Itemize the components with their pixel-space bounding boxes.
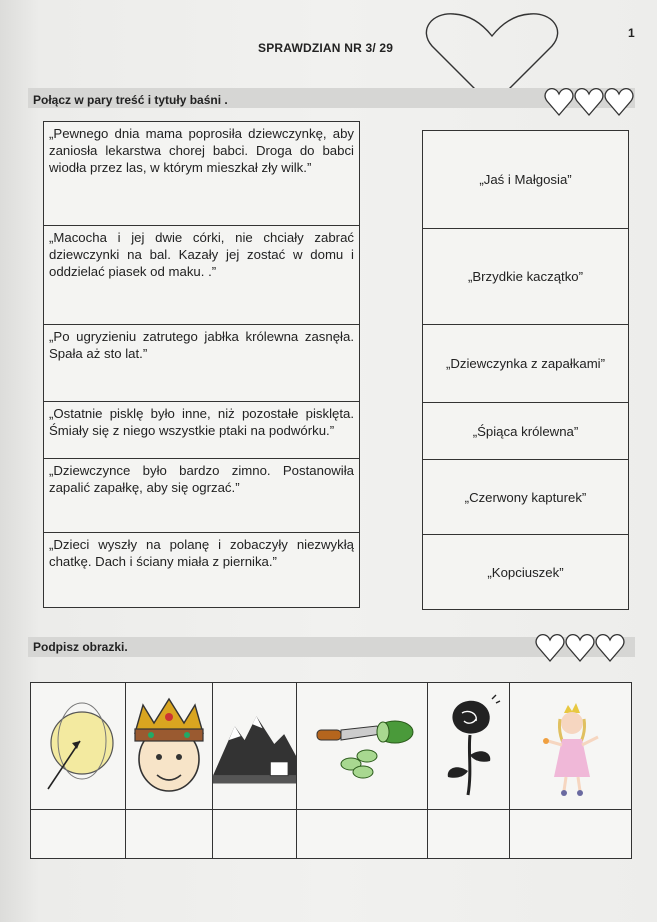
excerpt-cell: „Pewnego dnia mama poprosiła dziewczynkę, aby zaniosła lekarstwa chorej babci. Droga do babci wiodła przez las, w którym mieszkał zły wilk.” (44, 122, 359, 226)
king-icon (129, 689, 209, 804)
excerpt-cell: „Macocha i jej dwie córki, nie chciały zabrać dziewczynki na bal. Kazały jej zostać w domu i oddzielać piasek od maku. .” (44, 226, 359, 325)
page-number: 1 (628, 26, 635, 40)
title-cell: „Kopciuszek” (487, 564, 564, 580)
knife-cucumber-icon (307, 696, 417, 796)
heart-icon (544, 86, 574, 118)
score-hearts (535, 632, 625, 664)
title-cell: „Czerwony kapturek” (423, 460, 628, 535)
excerpt-cell: „Dziewczynce było bardzo zimno. Postanowiła zapalić zapałkę, aby się ogrzać.” (44, 459, 359, 533)
excerpt-cell: „Po ugryzieniu zatrutego jabłka królewna zasnęła. Spała aż sto lat.” (44, 325, 359, 402)
excerpt-cell: „Dzieci wyszły na polanę i zobaczyły niezwykłą chatkę. Dach i ściany miała z piernika.” (49, 537, 354, 569)
heart-icon (535, 632, 565, 664)
excerpts-column (43, 121, 360, 608)
answer-field[interactable] (297, 810, 428, 858)
heart-icon (574, 86, 604, 118)
heart-icon (565, 632, 595, 664)
page-title: SPRAWDZIAN NR 3/ 29 (258, 41, 394, 55)
heart-icon (604, 86, 634, 118)
instruction-label-pictures: Podpisz obrazki. (33, 640, 128, 654)
rose-icon (434, 691, 504, 801)
title-cell: „Dziewczynka z zapałkami” (423, 325, 628, 403)
titles-column (422, 130, 629, 610)
picture-cell (213, 683, 297, 809)
princess-icon (526, 691, 616, 801)
answer-field[interactable] (428, 810, 510, 858)
pictures-table (30, 682, 632, 859)
picture-cell (428, 683, 510, 809)
title-cell: „Śpiąca królewna” (423, 403, 628, 460)
answer-field[interactable] (510, 810, 631, 858)
sun-icon (38, 691, 118, 801)
picture-cell (31, 683, 126, 809)
picture-cell (510, 683, 631, 809)
picture-cell (297, 683, 428, 809)
answer-field[interactable] (126, 810, 213, 858)
excerpt-cell: „Ostatnie pisklę było inne, niż pozostałe pisklęta. Śmiały się z niego wszystkie ptaki na podwórku.” (44, 402, 359, 459)
mountain-icon (213, 696, 296, 796)
score-hearts (544, 86, 634, 118)
picture-cell (126, 683, 213, 809)
heart-icon (595, 632, 625, 664)
title-cell: „Jaś i Małgosia” (423, 131, 628, 229)
answer-field[interactable] (31, 810, 126, 858)
title-cell: „Brzydkie kaczątko” (423, 229, 628, 325)
answer-field[interactable] (213, 810, 297, 858)
instruction-match: Połącz w pary treść i tytuły baśni . (33, 93, 228, 107)
